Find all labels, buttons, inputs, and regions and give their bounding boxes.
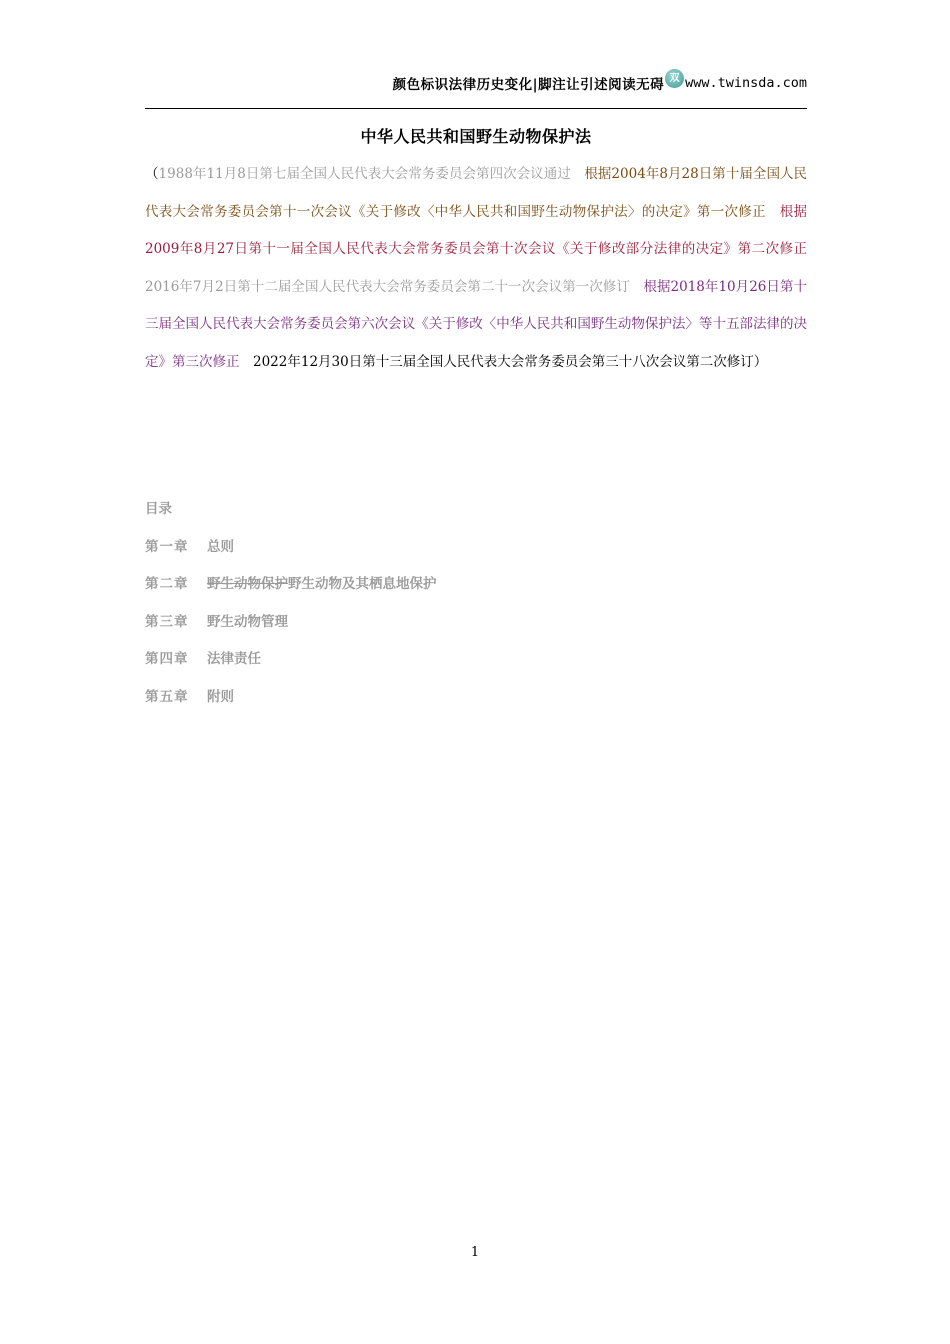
twinsda-logo-icon: 双 [665, 69, 684, 88]
legislative-history [145, 156, 807, 381]
toc-chapter-title: 附则 [207, 688, 234, 705]
law-title: 中华人民共和国野生动物保护法 [360, 127, 592, 146]
history-open-paren: （ [145, 166, 159, 182]
toc-chapter-number: 第四章 [145, 651, 189, 667]
toc-chapter-number: 第二章 [145, 576, 189, 592]
page-number: 1 [470, 1245, 480, 1260]
header-tagline: 颜色标识法律历史变化|脚注让引述阅读无碍 [392, 77, 665, 93]
toc-item-chapter-2[interactable] [145, 571, 437, 609]
toc-chapter-title-repealed: 野生动物保护 [207, 576, 288, 592]
toc-chapter-number: 第五章 [145, 688, 189, 705]
toc-item-chapter-1[interactable] [145, 534, 437, 572]
history-2018-amendment: 根据2018年10月26日第十三届全国人民代表大会常务委员会第六次会议《关于修改〈中华人民共和国野生动物保护法〉等十五部法律的决定》第三次修正 [145, 278, 807, 370]
toc-chapter-number: 第一章 [145, 538, 189, 555]
history-2022-revision: 2022年12月30日第十三届全国人民代表大会常务委员会第三十八次会议第二次修订） [253, 353, 768, 370]
history-2016-revision: 2016年7月2日第十二届全国人民代表大会常务委员会第二十一次会议第一次修订 [145, 278, 630, 295]
history-2009-amendment: 根据2009年8月27日第十一届全国人民代表大会常务委员会第十次会议《关于修改部分法律的决定》第二次修正 [145, 203, 808, 257]
toc-heading: 目录 [145, 501, 172, 517]
header-rule [145, 108, 807, 109]
toc-chapter-title: 总则 [207, 538, 234, 555]
history-2004-amendment: 根据2004年8月28日第十届全国人民代表大会常务委员会第十一次会议《关于修改〈中华人民共和国野生动物保护法〉的决定》第一次修正 [145, 166, 808, 220]
toc-item-chapter-5[interactable] [145, 684, 437, 722]
header-site-link[interactable]: www.twinsda.com [685, 75, 807, 91]
toc-item-chapter-4[interactable] [145, 646, 437, 684]
toc-item-chapter-3[interactable] [145, 609, 437, 647]
toc-chapter-title: 野生动物及其栖息地保护 [288, 576, 437, 592]
toc-chapter-number: 第三章 [145, 613, 189, 630]
toc-chapter-title: 法律责任 [207, 651, 261, 667]
table-of-contents [145, 496, 437, 721]
history-1988-adoption: 1988年11月8日第七届全国人民代表大会常务委员会第四次会议通过 [158, 166, 571, 182]
page-header [145, 70, 807, 96]
toc-chapter-title: 野生动物管理 [207, 613, 288, 630]
